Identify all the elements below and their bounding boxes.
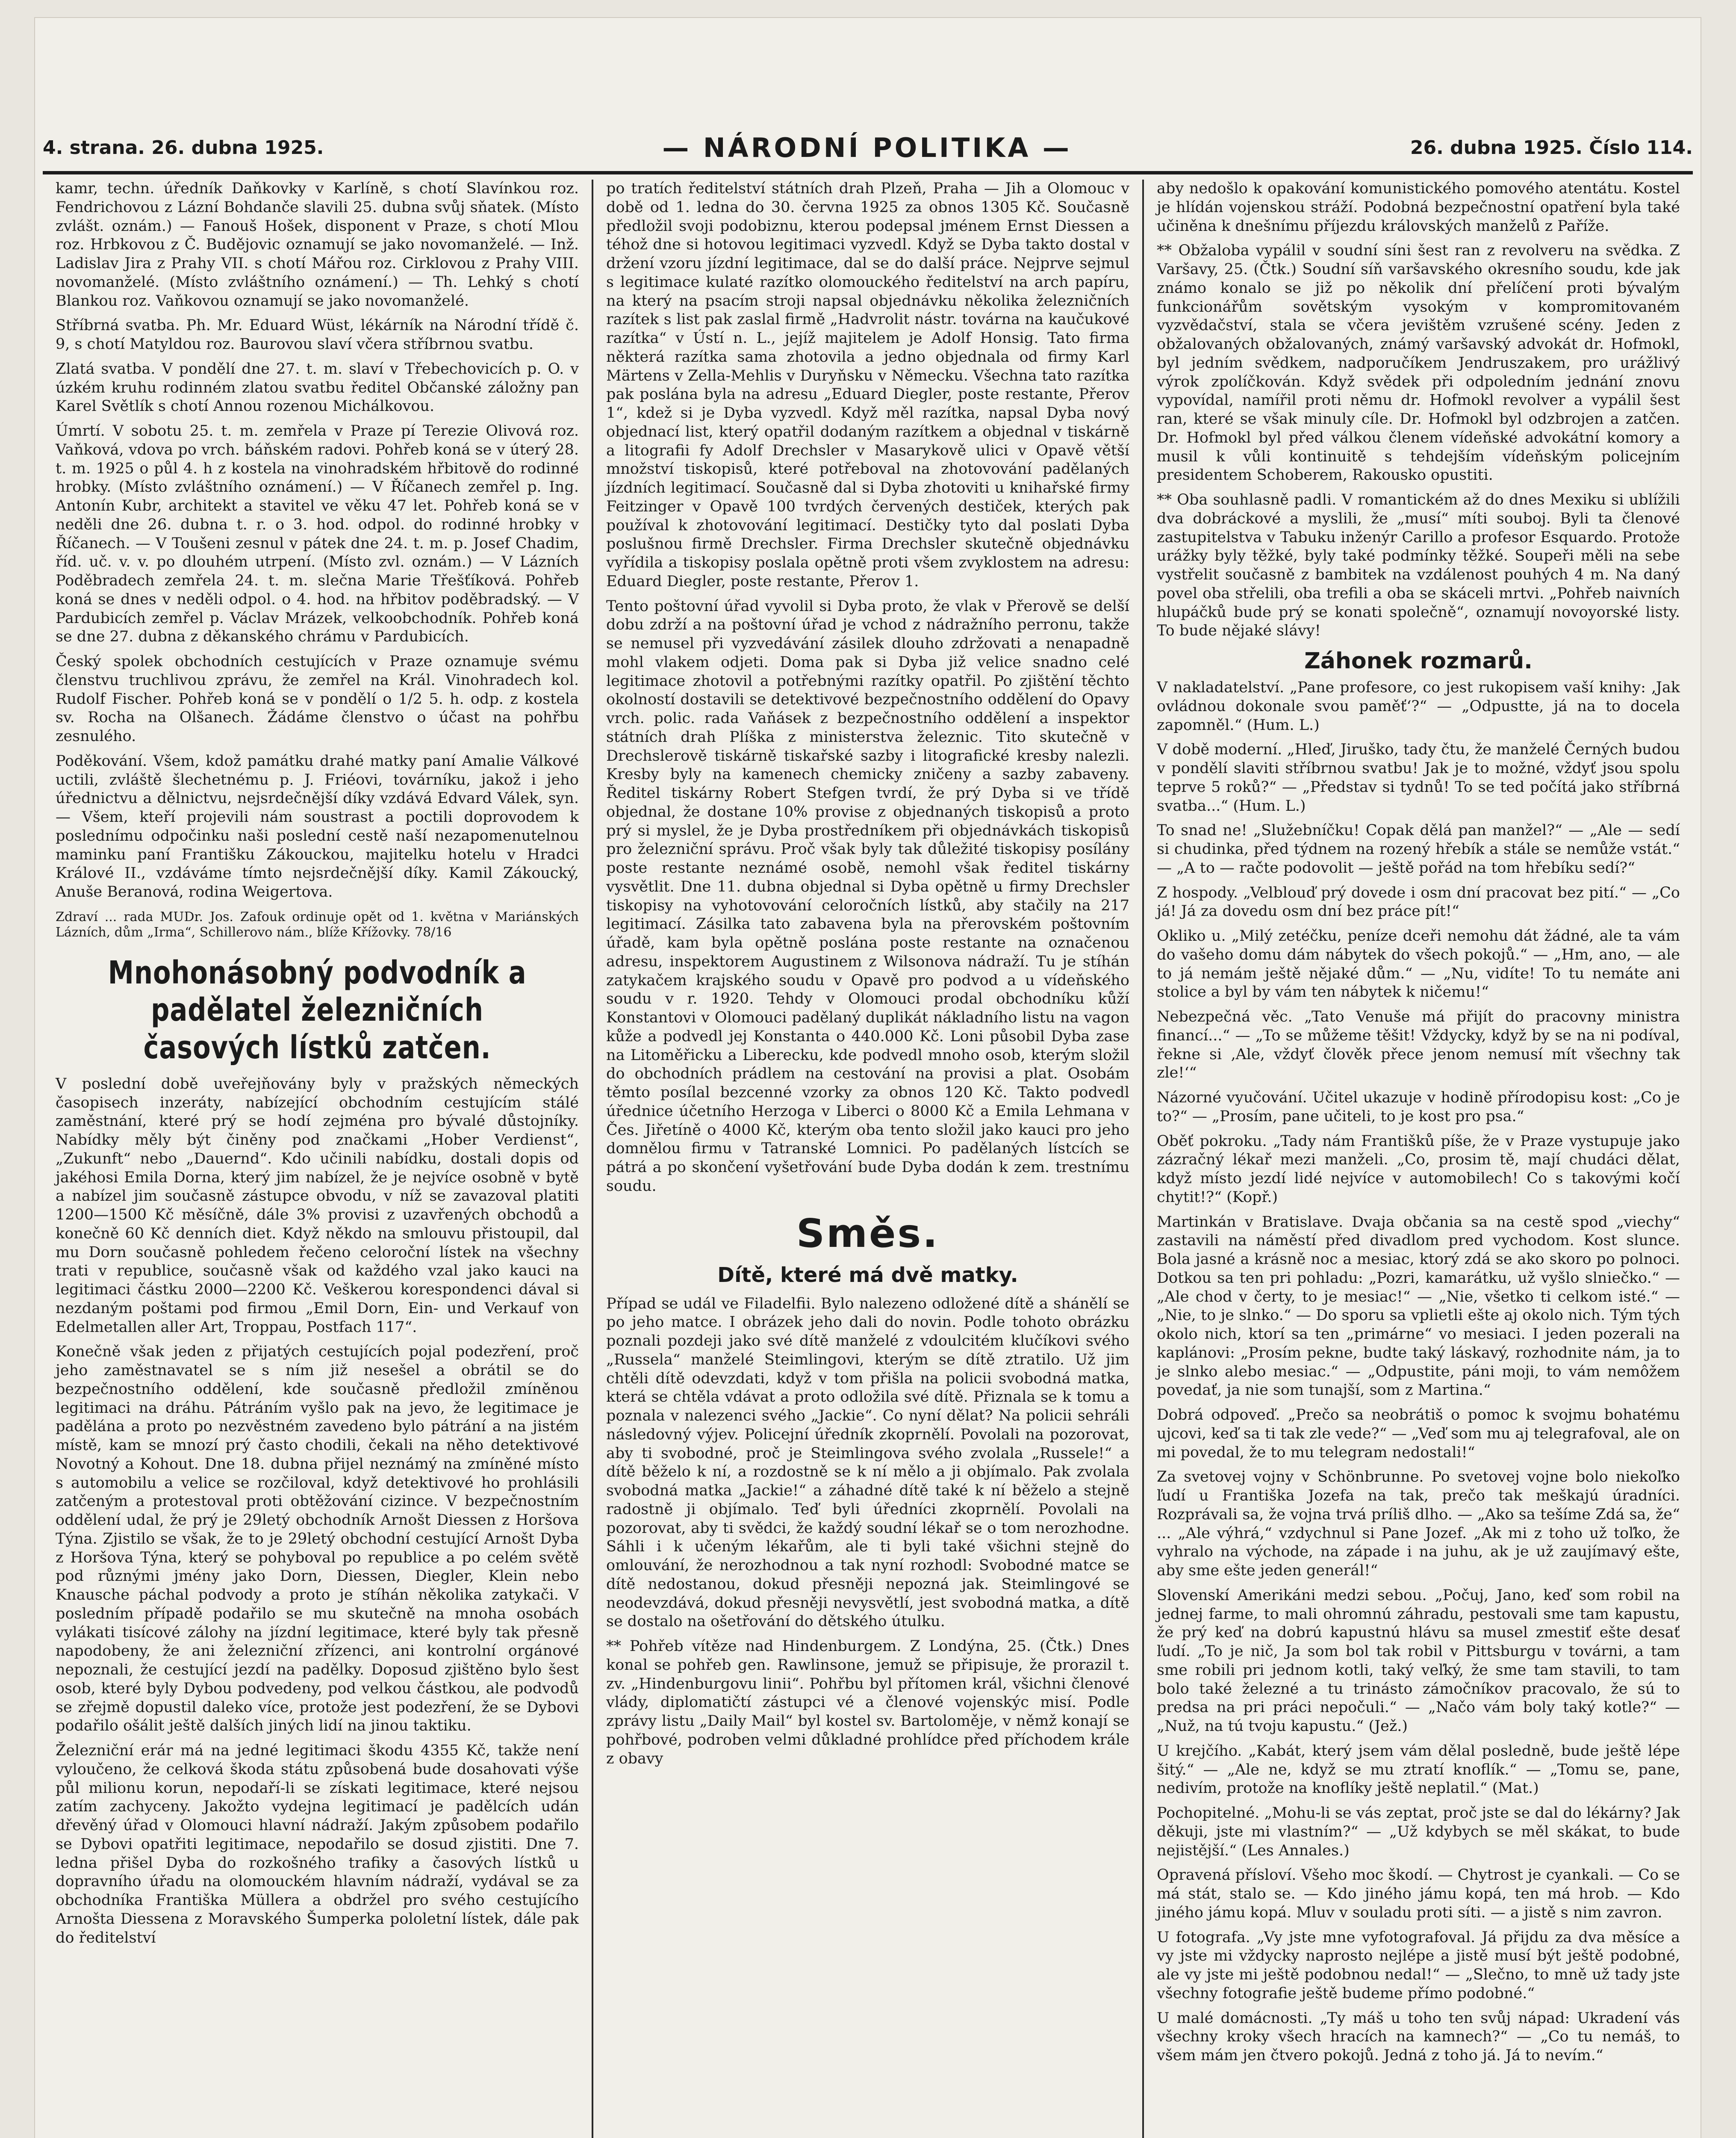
columns [43,180,1693,2138]
family-notices: kamr, techn. úředník Daňkovky v Karlíně, s chotí Slavínkou roz. Fendrichovou z Lázní Bohdanče slavili 25. dubna svůj sňatek. (Místo zvlášt. oznám.) — Fanouš Hošek, disponent v Praze, s chotí Mlou roz. Hrbkovou z Č. Budějovic oznamují se jako novomanželé. — Inž. Ladislav Jira z Prahy VII. s chotí Mářou roz. Cirklovou z Prahy VIII. novomanželé. (Místo zvláštního oznámení.) — Th. Lehký s chotí Blankou roz. Vaňkovou oznamují se jako novomanželé. [56,180,579,310]
thanks-notice: Poděkování. Všem, kdož památku drahé matky paní Amalie Válkové uctili, zvláště šlechetnému p. J. Friéovi, továrníku, jakož i jeho úřednictvu a dělnictvu, nejsrdečnější díky vzdává Edvard Válek, syn. — Všem, kteří projevili nám soustrast a poctili doprovodem k poslednímu odpočinku naši poslední cestě naší nezapomenutelnou maminku paní Františku Zákouckou, majitelku hotelu v Hradci Králové II., vzdáváme tímto nejsrdečnější díky. Kamil Zákoucký, Anuše Beranová, rodina Weigertova. [56,752,579,901]
joke-2: V době moderní. „Hleď, Jiruško, tady čtu, že manželé Černých budou v pondělí slaviti stříbrnou svatbu! Jak je to možné, vždyť jsou spolu teprve 5 roků?“ — „Představ si tydnů! To se ted počítá jako stříbrná svatba...“ (Hum. L.) [1157,741,1680,815]
two-mothers-text: Případ se udál ve Filadelfii. Bylo nalezeno odložené dítě a shánělí se po jeho matce. I obrázek jeho dali do novin. Podle tohoto obrázku poznali pozdeji jako své dítě manželé z vdoulcitém klučíkovi svého „Russela“ manželé Steimlingovi, kterým se dítě ztratilo. Už jim chtěli dítě odevzdati, když v tom přišla na policii svobodná matka, která se chtěla vdávat a proto odložila své dítě. Přiznala se k tomu a poznala v nalezenci svého „Jackie“. Co nyní dělat? Na policii sehráli následovný výjev. Policejní úředník zkoprnělí. Povolali na pozorovat, aby ti svobodné, proč je Steimlingova svého zvolala „Russele!“ a dítě běželo k ní, a rozdostně se k ní mělo a ji objímalo. Pak zvolala svobodná matka „Jackie!“ a záhadné dítě také k ní běželo a stejně radostně ji objímalo. Teď byli úředníci zkoprnělí. Povolali na pozorovat, aby ti svědci, že každý soudní lékař se o tom nerozhodne. Sáhli i k učeným lékařům, ale ti byli také všichni stejně do omlouvání, že nerozhodnou a tak nyní rozhodl: Svobodné matce se dítě nedostanou, dokud přesněji nepozná jak. Steimlingové se neodevzdává, dokud přesněji nevysvětlí, jest svobodná matka, a dítě se dostalo na ošetřování do dětského útulku. [606,1295,1129,1630]
joke-12: Slovenskí Amerikáni medzi sebou. „Počuj, Jano, keď som robil na jednej farme, to mali ohromnú záhradu, pestovali sme tam kapustu, že prý keď na dobrú kapustnú hlávu sa musel zmestiť ešte desať ľudí. „To je nič, Ja som bol tak robil v Pittsburgu v továrni, a tam sme robili pri jednom kotli, taký veľký, že sme tam stavili, to tam bolo také železné a tu trinásto zámočníkov pracovalo, že sú to predsa na pri práci nepočuli.“ — „Načo vám boly taký kotle?“ — „Nuž, na tú tvoju kapustu.“ (Jež.) [1157,1586,1680,1735]
column-1 [43,180,592,2138]
deaths: Úmrtí. V sobotu 25. t. m. zemřela v Praze pí Terezie Olivová roz. Vaňková, vdova po vrch. báňském radovi. Pohřeb koná se v úterý 28. t. m. 1925 o půl 4. h z kostela na vinohradském hřbitově do rodinné hrobky. (Místo zvláštního oznámení.) — V Říčanech zemřel p. Ing. Antonín Kubr, architekt a stavitel ve věku 47 let. Pohřeb koná se v neděli dne 26. dubna t. r. o 3. hod. odpol. do rodinné hrobky v Říčanech. — V Toušeni zesnul v pátek dne 24. t. m. p. Josef Chadim, říd. uč. v. v. po dlouhém utrpení. (Místo zvl. oznám.) — V Lázních Poděbradech zemřela 24. t. m. slečna Marie Třešťíková. Pohřeb koná se dnes v neděli odpol. o 4. hod. na hřbitov poděbradský. — V Pardubicích zemřel p. Václav Mrázek, velkoobchodník. Pohřeb koná se dne 27. dubna z děkanského chrámu v Pardubicích. [56,422,579,646]
joke-4: Z hospody. „Velblouď prý dovede i osm dní pracovat bez pití.“ — „Co já! Já za dovedu osm dní bez práce pít!“ [1157,884,1680,920]
column-3 [1142,180,1693,2138]
joke-3: To snad ne! „Služebníčku! Copak dělá pan manžel?“ — „Ale — sedí si chudinka, před týdnem na rozený hřebík a stále se nemůže vstát.“ — „A to — račte podovolit — ještě pořád na tom hřebíku sedí?“ [1157,822,1680,877]
newspaper-page [34,17,1701,2138]
joke-9: Martinkán v Bratislave. Dvaja občania sa na cestě spod „viechy“ zastavili na náměstí před divadlom pred vychodom. Kost slunce. Bola jasné a krásně noc a mesiac, ktorý zdá se ako skoro po polnoci. Dotkou sa ten pri pohladu: „Pozri, kamarátku, už vyšlo slniečko.“ — „Ale chod v čerty, to je mesiac!“ — „Nie, všetko ti celkom isté.“ — „Nie, to je slnko.“ — Do sporu sa vplietli ešte aj okolo nich. Tým tých okolo nich, ktorí sa ten „primárne“ vo mesiaci. I jeden pozerali na kaplánovi: „Prosím pekne, budte taký láskavý, rozhodnite nám, ja to je slnko alebo mesiac.“ — „Odpustite, páni moji, to vám nemôžem povedať, ja nie som tunajší, som z Martina.“ [1157,1213,1680,1399]
section-title-smes: Směs. [796,1210,940,1256]
doctor-ad: Zdraví ... rada MUDr. Jos. Zafouk ordinuje opět od 1. května v Mariánských Lázních, dům „Irma“, Schillerovo nám., blíže Křížovky. 78/16 [56,909,579,940]
headline-fraudster: Mnohonásobný podvodník a padělatel železničních časových lístků zatčen. [108,954,527,1066]
joke-11: Za svetovej vojny v Schönbrunne. Po svetovej vojne bolo niekoľko ľudí u Františka Jozefa na tak, prečo tak meškajú úradníci. Rozprávali sa, že vojna trvá príliš dlho. — „Ako sa tešíme Zdá sa, že“ ... „Ale výhrá,“ vzdychnul si Pane Jozef. „Ak mi z toho už toľko, že vyhralo na východe, na západe i na juhu, ak je už zaujímavý ešte, aby sme ešte jeden generál!“ [1157,1468,1680,1579]
society-notice: Český spolek obchodních cestujících v Praze oznamuje svému členstvu truchlivou zprávu, že zemřel na Král. Vinohradech kol. Rudolf Fischer. Pohřeb koná se v pondělí o 1/2 5. h. odp. z kostela sv. Rocha na Olšanech. Žádáme členstvo o účast na pohřbu zesnulého. [56,653,579,745]
joke-14: Pochopitelné. „Mohu-li se vás zeptat, proč jste se dal do lékárny? Jak děkuji, jste mi vlastním?“ — „Už kdybych se měl skákat, to bude nejistější.“ (Les Annales.) [1157,1804,1680,1859]
header-issue-info: 26. dubna 1925. Číslo 114. [1410,136,1693,159]
funeral-story-end: aby nedošlo k opakování komunistického pomového atentátu. Kostel je hlídán vojenskou stráží. Podobná bezpečnostní opatření byla také učiněna k dnešnímu příjezdu královských manželů z Paříže. [1157,180,1680,235]
article-continued-1: po tratích ředitelství státních drah Plzeň, Praha — Jih a Olomouc v době od 1. ledna do 30. června 1925 za obnos 1305 Kč. Současně předložil svoji podobiznu, kterou podepsal jménem Ernst Diessen a téhož dne si hotovou legitimaci vyzvedl. Když se Dyba takto dostal v držení vzoru jízdní legitimace, dal se do další práce. Nejprve sejmul s legitimace kulaté razítko olomouckého ředitelství na arch papíru, na který na psacím stroji napsal objednávku několika železničních razítek s list pak zaslal firmě „Hadvrolit nástr. továrna na kaučukové razítka“ v Ústí n. L., jejíž majitelem je Adolf Honsig. Tato firma některá razítka sama zhotovila a jedno objednala od firmy Karl Märtens v Zella-Mehlis v Duryňsku v Německu. Všechna tato razítka pak poslána byla na adresu „Eduard Diegler, poste restante, Přerov 1“, kdež si je Dyba vyzvedl. Když měl razítka, napsal Dyba nový objednací list, který opatřil dodaným razítkem a objednal v tiskárně a litografii fy Adolf Drechsler v Masarykově ulici v Opavě větší množství tiskopisů, které potřeboval na zhotovování padělaných jízdních legitimací. Současně dal si Dyba zhotoviti u knihařské firmy Feitzinger v Opavě 100 tvrdých červených destiček, kterých pak používal k zhotovování legitimací. Destičky tyto dal poslati Dyba poslušnou firmě Drechsler. Firma Drechsler skutečně objednávku vyřídila a tiskopisy poslala opětně proti všem zvyklostem na adresu: Eduard Diegler, poste restante, Přerov 1. [606,180,1129,590]
duel-story: ** Oba souhlasně padli. V romantickém až do dnes Mexiku si ublížili dva dobráckové a myslili, že „musí“ míti souboj. Byli ta členové zastupitelstva v Tabuku inženýr Carillo a profesor Esquardo. Protože urážky byly těžké, byly také podmínky těžké. Soupeři měli na sebe vystřelit současně z bambitek na vzdálenost pouhých 4 m. Na daný povel oba střelili, oba trefili a oba se skáceli mrtvi. „Pohřeb naivních hlupáčků bude prý se konati společně“, oznamují novoyorské listy. To bude nějaké slávy! [1157,491,1680,640]
story-title-two-mothers: Dítě, které má dvě matky. [717,1263,1018,1287]
joke-17: U malé domácnosti. „Ty máš u toho ten svůj nápad: Ukradení vás všechny kroky všech hracích na kamnech?“ — „Co tu nemáš, to všem mám jen čtvero pokojů. Jedná z toho já. Já to nevím.“ [1157,2009,1680,2064]
joke-1: V nakladatelství. „Pane profesore, co jest rukopisem vaší knihy: ‚Jak ovládnou dokonale svou paměť‘?“ — „Odpustte, já na to docela zapomněl.“ (Hum. L.) [1157,679,1680,734]
article-para-2: Konečně však jeden z přijatých cestujících pojal podezření, proč jeho zaměstnavatel se s ním již nesešel a obrátil se do bezpečnostního oddělení, kde současně předložil zmíněnou legitimaci na dráhu. Pátráním vyšlo pak na jevo, že legitimace je padělána a proto po nezvěstném zavedeno bylo pátrání a na jistém místě, kam se mnozí prý často chodili, čekali na něho detektivové Novotný a Kohout. Dne 18. dubna přijel neznámý na zmíněné místo s automobilu a velice se rozčiloval, když detektivové ho prohlásili zatčeným a protestoval proti obtěžování cizince. V bezpečnostním oddělení udal, že prý je 29letý obchodník Arnošt Diessen z Horšova Týna. Zjistilo se však, že to je 29letý obchodní cestující Arnošt Dyba z Horšova Týna, který se pohyboval po republice a po celém světě pod různými jmény jako Dorn, Diessen, Diegler, Klein nebo Knausche páchal podvody a proto je stíhán několika zatykači. V posledním případě podařilo se mu skutečně na mnoha osobách vylákati tisícové zálohy na jízdní legitimace, které byly tak přesně napodobeny, že ani železniční zřízenci, ani kontrolní orgánové nepoznali, že cestující jezdí na padělky. Doposud zjištěno bylo šest osob, které byly Dybou podvedeny, pod velkou částkou, ale podvodů se zřejmě dopustil daleko více, protože jest podezření, že se Dybovi podařilo ošálit ještě dalších jiných lidí na jinou taktiku. [56,1343,579,1735]
column-2 [592,180,1142,2138]
joke-16: U fotografa. „Vy jste mne vyfotografoval. Já přijdu za dva měsíce a vy jste mi vždycky naprosto nejlépe a jistě musí být ještě podobné, ale vy jste mi ještě podobnou nedal!“ — „Slečno, to mně už tady jste všechny fotografie ještě budeme přímo podobné.“ [1157,1928,1680,2002]
silver-wedding: Stříbrná svatba. Ph. Mr. Eduard Wüst, lékárník na Národní třídě č. 9, s chotí Matyldou roz. Baurovou slaví včera stříbrnou svatbu. [56,317,579,353]
joke-7: Názorné vyučování. Učitel ukazuje v hodině přírodopisu kost: „Co je to?“ — „Prosím, pane učiteli, to je kost pro psa.“ [1157,1089,1680,1125]
joke-10: Dobrá odpoveď. „Prečo sa neobrátiš o pomoc k svojmu bohatému ujcovi, keď sa ti tak zle vede?“ — „Veď som mu aj telegrafoval, ale on mi povedal, že to mu telegram nedostali!“ [1157,1406,1680,1461]
page-header [43,124,1693,174]
newspaper-title: — NÁRODNÍ POLITIKA — [662,132,1072,163]
article-para-3: Železniční erár má na jedné legitimaci škodu 4355 Kč, takže není vyloučeno, že celková škoda státu způsobená bude dosahovati výše půl milionu korun, nepodaří-li se získati legitimace, které nejsou zatím zachyceny. Jakožto vydejna legitimací je padělcích udán dřevěný úřad v Olomouci hlavní nádraží. Jakým způsobem podařilo se Dybovi opatřiti legitimace, nepodařilo se dosud zjistiti. Dne 7. ledna přišel Dyba do rozkošného trafiky a časových lístků u dopravního úřadu na olomouckém hlavním nádraží, vydával se za obchodníka Františka Müllera a obdržel pro svého cestujícího Arnošta Diessena z Moravského Šumperka pololetní lístek, dále pak do ředitelství [56,1742,579,1946]
article-para-1: V poslední době uveřejňovány byly v pražských německých časopisech inzeráty, nabízející obchodním cestujícím stálé zaměstnání, které prý se hodí zejména pro bývalé důstojníky. Nabídky měly být činěny pod značkami „Hober Verdienst“, „Zukunft“ nebo „Dauernd“. Kdo učinili nabídku, dostali dopis od jakéhosi Emila Dorna, který jim nabízel, že je nejvíce osobně v bytě a nabízel jim současně zástupce obvodu, v níž se zavazoval platiti 1200—1500 Kč měsíčně, dále 3% provisi z uzavřených obchodů a konečně 60 Kč denních diet. Když někdo na smlouvu přistoupil, dal mu Dorn současně pohledem řečeno celoroční lístek na všechny trati v republice, současně však od každého vzal jako kauci na legitimaci částku 2000—2200 Kč. Veškerou korespondenci dával si nezdaným poštami pod firmou „Emil Dorn, Ein- und Verkauf von Edelmetallen aller Art, Troppau, Postfach 117“. [56,1075,579,1336]
header-page-info: 4. strana. 26. dubna 1925. [43,136,324,159]
joke-5: Okliko u. „Milý zetéčku, peníze dceři nemohu dát žádné, ale ta vám do vašeho domu dám nábytek do všech pokojů.“ — „Hm, ano, — ale to já nemám ještě nějaké dům.“ — „Nu, vidíte! To tu nemáte ani stolice a byl by vám ten nábytek k ničemu!“ [1157,927,1680,1001]
funeral-story: ** Pohřeb vítěze nad Hindenburgem. Z Londýna, 25. (Čtk.) Dnes konal se pohřeb gen. Rawlinsone, jemuž se připisuje, že prorazil t. zv. „Hindenburgovu linii“. Pohřbu byl přítomen král, všichni členové vlády, diplomatičtí zástupci vé a členové vojenskýc misí. Podle zprávy listu „Daily Mail“ byl kostel sv. Bartoloměje, v němž konají se pohřbové, podroben velmi důkladné prohlídce před příchodem krále z obavy [606,1638,1129,1767]
section-title-humor: Záhonek rozmarů. [1304,648,1533,674]
joke-13: U krejčího. „Kabát, který jsem vám dělal posledně, bude ještě lépe šitý.“ — „Ale ne, když se mu ztratí knoflík.“ — „Tomu se, pane, nedivím, protože na knoflíky ještě neplatil.“ (Mat.) [1157,1742,1680,1797]
joke-15: Opravená přísloví. Všeho moc škodí. — Chytrost je cyankali. — Co se má stát, stalo se. — Kdo jiného jámu kopá, ten má hrob. — Kdo jiného jámu kopá. Mluv v souladu proti síti. — a jistě s nim zavron. [1157,1866,1680,1921]
joke-6: Nebezpečná věc. „Tato Venuše má přijít do pracovny ministra financí...“ — „To se můžeme těšit! Vždycky, když by se na ni podíval, řekne si ‚Ale, vždyť člověk přece jenom nemusí mít všechny tak zle!‘“ [1157,1008,1680,1082]
article-continued-2: Tento poštovní úřad vyvolil si Dyba proto, že vlak v Přerově se delší dobu zdrží a na poštovní úřad je vchod z nádražního perronu, takže se nemusel při vyzvedávání zásilek dlouho zdržovati a nenapadně mohl vlakem odjeti. Doma pak si Dyba již velice snadno celé legitimace zhotovil a potřebnými razítky opatřil. Po zjištění těchto okolností dostavili se detektivové bezpečnostního oddělení do Opavy vrch. polic. rada Vaňásek z bezpečnostního oddělení a inspektor státních drah Plíška z ministerstva železnic. Tito skutečně v Drechslerově tiskárně tiskařské sazby i litografické kresby nalezli. Kresby byly na kamenech chemicky zničeny a sazby zabaveny. Ředitel tiskárny Robert Stefgen tvrdí, že prý Dyba si ve třídě objednal, že dostane 10% provise z objednaných tiskopisů a proto prý si myslel, že je Dyba prostředníkem při objednávkách tiskopisů pro železniční správu. Proč však byly tak důležité tiskopisy posílány poste restante neznámé osobě, nemohl však ředitel tiskárny vysvětlit. Dne 11. dubna objednal si Dyba opětně u firmy Drechsler tiskopisy na vyhotovování celoročních lístků, aby stačily na 217 legitimací. Zásilka tato zabavena byla na přerovském poštovním úřadě, kam byla opětně poslána poste restante na označenou adresu, inspektorem Augustinem z Wilsonova nádraží. Tu je stíhán zatykačem krajského soudu v Opavě pro podvod a u vídeňského soudu v r. 1920. Tehdy v Olomouci prodal obchodníku kůží Konstantovi v Olomouci padělaný duplikát nákladního listu na vagon kůže a podvedl jej Konstanta o 440.000 Kč. Loni působil Dyba zase na Litoměřicku a Liberecku, kde podvedl mnoho osob, kterým složil do obchodních prádlem na cestování na provisi a plat. Osobám těmto posílal bezcenné vzorky za obnos 120 Kč. Takto podvedl úřednice účetního Herzoga v Liberci o 8000 Kč a Emila Lehmana v Čes. Jiřetíně o 4000 Kč, kterým oba tento složil jako kauci pro jeho domnělou firmu v Tatranské Lomnici. Po padělaných lístcích se pátrá a po skončení vyšetřování bude Dyba dodán k zem. trestnímu soudu. [606,597,1129,1195]
courtroom-shooting: ** Obžaloba vypálil v soudní síni šest ran z revolveru na svědka. Z Varšavy, 25. (Čtk.) Soudní síň varšavského okresního soudu, kde jak známo konalo se již po několik dní přelíčení proti bývalým funkcionářům sovětským vysokým v kompromitovaném vyzvědačství, stala se včera jevištěm vzrušené scény. Jeden z obžalovaných obžalovaných, známý varšavský advokát dr. Hofmokl, byl jedním svědkem, nadporučíkem Jendruszakem, pro urážlivý výrok zpolíčkován. Když svědek při odpoledním jednání znovu vypovídal, namířil proti němu dr. Hofmokl revolver a vypálil šest ran, které se však minuly cíle. Dr. Hofmokl byl odzbrojen a zatčen. Dr. Hofmokl byl před válkou členem vídeňské advokátní komory a musil k vůli kontinuitě s tehdejším vídeňským policejním presidentem Schoberem, Rakousko opustiti. [1157,242,1680,484]
golden-wedding: Zlatá svatba. V pondělí dne 27. t. m. slaví v Třebechovicích p. O. v úzkém kruhu rodinném zlatou svatbu ředitel Občanské záložny pan Karel Světlík s chotí Annou rozenou Michálkovou. [56,360,579,415]
joke-8: Oběť pokroku. „Tady nám Františků píše, že v Praze vystupuje jako zázračný lékař mezi manželi. „Co, prosim tě, mají chudáci dělat, když místo jezdí lidé nejvíce v automobilech! Co s takovými kočí chytit!?“ (Kopř.) [1157,1132,1680,1206]
